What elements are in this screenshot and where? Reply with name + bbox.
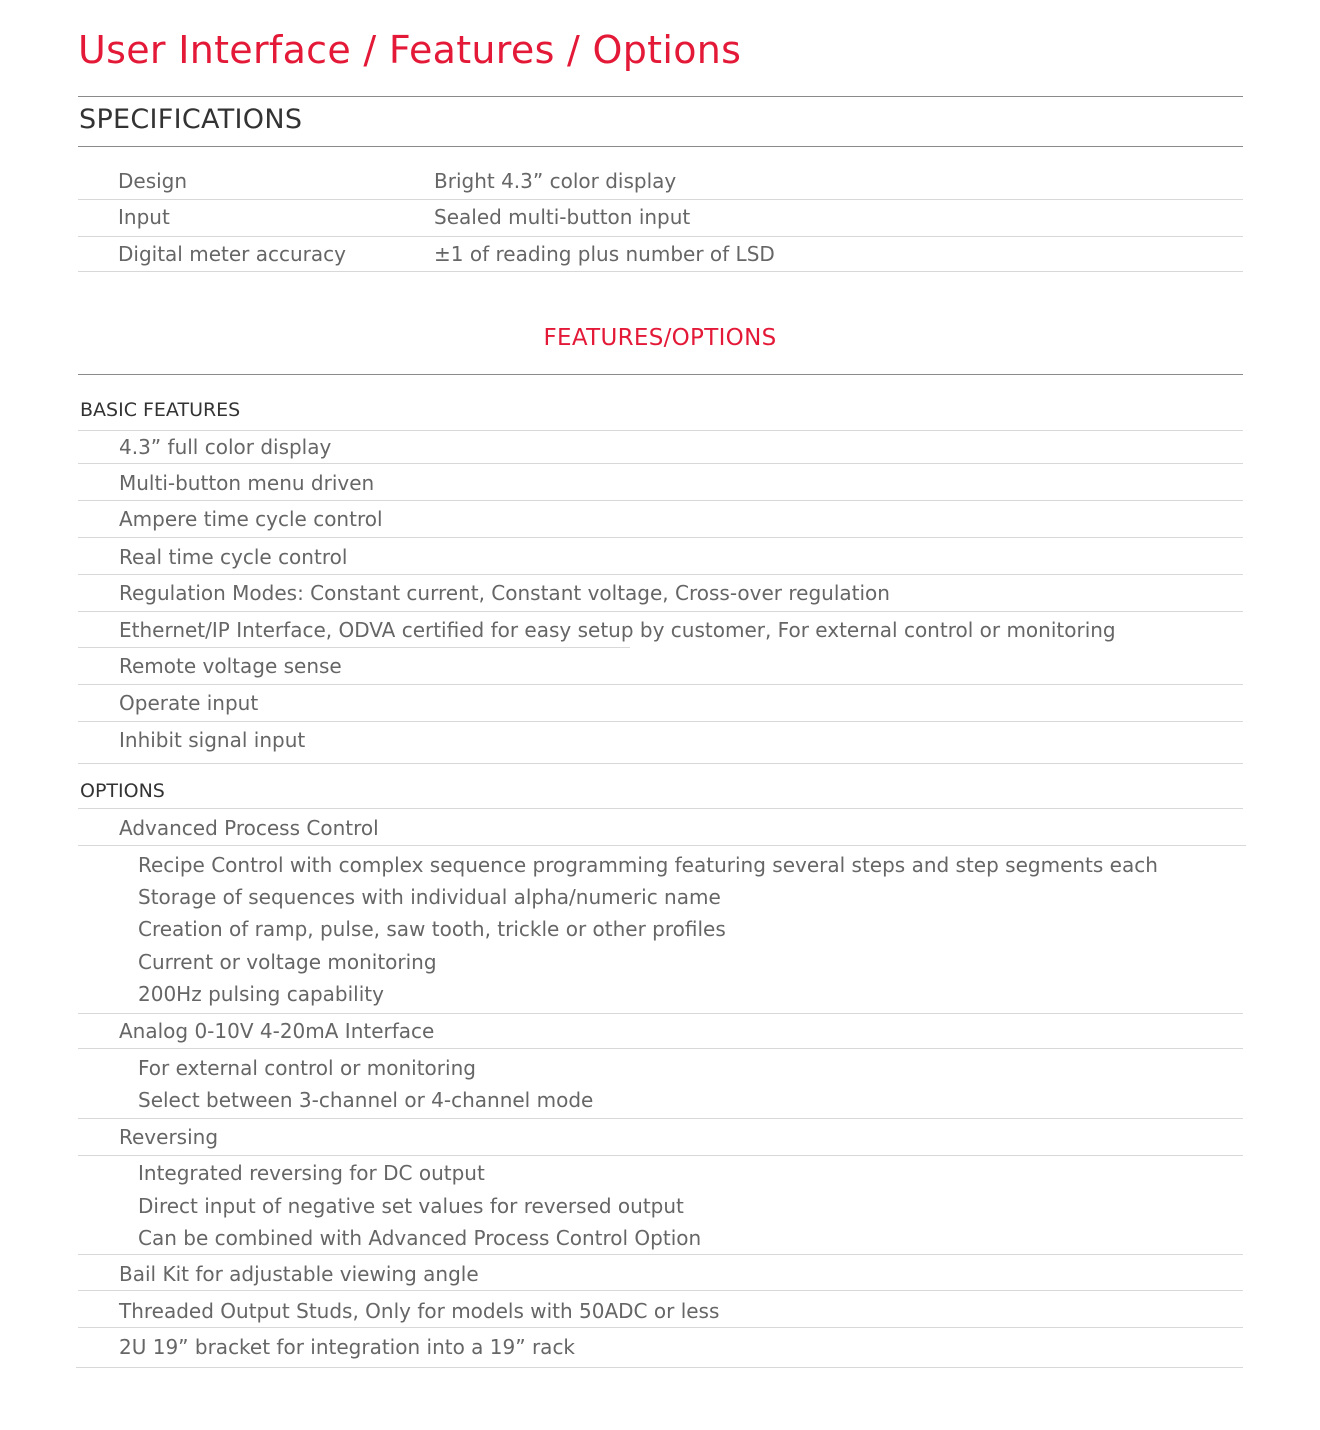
spec-value: Sealed multi-button input	[434, 205, 691, 229]
divider	[78, 763, 1243, 764]
spec-value: Bright 4.3” color display	[434, 169, 677, 193]
spec-label: Input	[118, 205, 170, 229]
divider	[78, 574, 1243, 575]
divider	[78, 236, 1243, 237]
feature-item: Ampere time cycle control	[119, 507, 383, 531]
divider	[78, 1013, 1243, 1014]
divider	[78, 96, 1243, 97]
feature-item: 4.3” full color display	[119, 435, 332, 459]
option-item: Advanced Process Control	[119, 816, 379, 840]
feature-item: Remote voltage sense	[119, 654, 342, 678]
divider	[78, 1290, 1243, 1291]
feature-item: Multi-button menu driven	[119, 471, 375, 495]
divider	[78, 463, 1243, 464]
option-detail: Recipe Control with complex sequence programming featuring several steps and step segments each	[138, 853, 1158, 877]
basic-features-heading: BASIC FEATURES	[80, 399, 241, 421]
option-detail: For external control or monitoring	[138, 1056, 476, 1080]
divider	[78, 684, 1243, 685]
option-item: Bail Kit for adjustable viewing angle	[119, 1262, 479, 1286]
divider	[78, 199, 1243, 200]
option-detail: Can be combined with Advanced Process Control Option	[138, 1226, 702, 1250]
divider	[78, 1118, 1243, 1119]
options-heading: OPTIONS	[80, 780, 165, 802]
divider	[78, 808, 1243, 809]
feature-item: Inhibit signal input	[119, 728, 306, 752]
option-detail: Integrated reversing for DC output	[138, 1161, 485, 1185]
option-item: Threaded Output Studs, Only for models with 50ADC or less	[119, 1299, 720, 1323]
option-item: Reversing	[119, 1125, 219, 1149]
option-detail: 200Hz pulsing capability	[138, 982, 384, 1006]
option-detail: Current or voltage monitoring	[138, 950, 437, 974]
divider	[78, 845, 1246, 846]
divider	[78, 647, 630, 648]
divider	[78, 271, 1243, 272]
divider	[78, 430, 1243, 431]
option-item: Analog 0-10V 4-20mA Interface	[119, 1019, 435, 1043]
specifications-heading: SPECIFICATIONS	[79, 104, 303, 135]
feature-item: Real time cycle control	[119, 545, 348, 569]
divider	[78, 146, 1243, 147]
divider	[78, 1048, 1243, 1049]
page-title: User Interface / Features / Options	[78, 28, 742, 72]
divider	[78, 374, 1243, 375]
divider	[78, 1155, 1243, 1156]
feature-item: Regulation Modes: Constant current, Constant voltage, Cross-over regulation	[119, 581, 890, 605]
divider	[76, 1367, 1243, 1368]
divider	[78, 1254, 1243, 1255]
divider	[78, 537, 1243, 538]
spec-label: Design	[118, 169, 188, 193]
option-detail: Select between 3-channel or 4-channel mode	[138, 1088, 594, 1112]
option-item: 2U 19” bracket for integration into a 19” rack	[119, 1335, 576, 1359]
feature-item: Ethernet/IP Interface, ODVA certified for easy setup by customer, For external control or monitoring	[119, 618, 1116, 642]
divider	[78, 500, 1243, 501]
option-detail: Storage of sequences with individual alpha/numeric name	[138, 885, 721, 909]
features-options-heading: FEATURES/OPTIONS	[543, 325, 777, 351]
option-detail: Direct input of negative set values for reversed output	[138, 1194, 684, 1218]
spec-value: ±1 of reading plus number of LSD	[434, 242, 775, 266]
divider	[78, 1327, 1243, 1328]
divider	[78, 721, 1243, 722]
divider	[78, 611, 1243, 612]
option-detail: Creation of ramp, pulse, saw tooth, trickle or other profiles	[138, 917, 726, 941]
spec-label: Digital meter accuracy	[118, 242, 346, 266]
feature-item: Operate input	[119, 691, 259, 715]
